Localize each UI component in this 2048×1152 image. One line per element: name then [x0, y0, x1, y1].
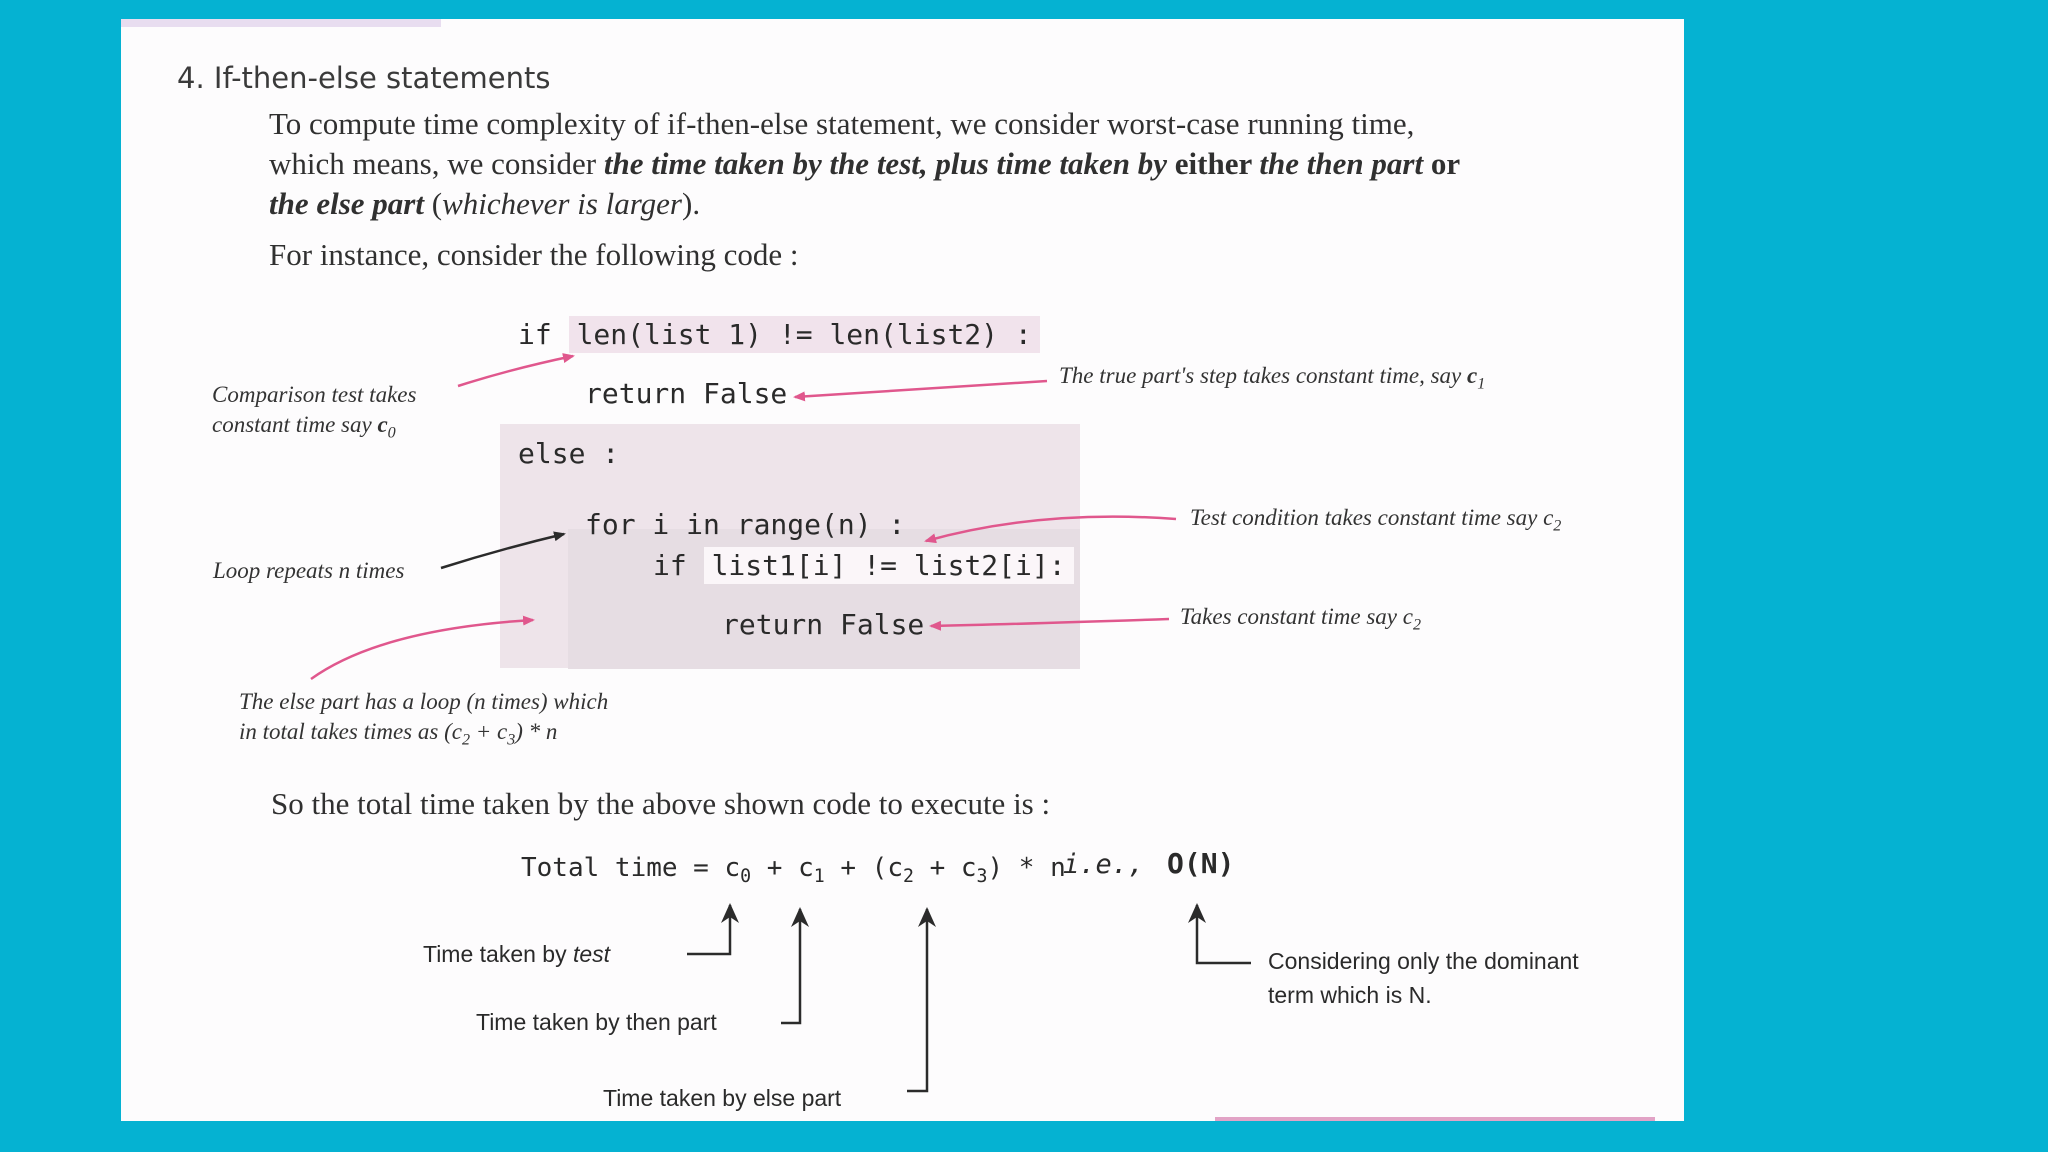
annotation-text: constant time say [212, 412, 378, 437]
label-dominant-line2: term which is N. [1268, 982, 1432, 1008]
subscript: 1 [1477, 375, 1486, 393]
subscript: 0 [740, 866, 752, 888]
plus: + [751, 853, 799, 883]
var-c: c [377, 412, 388, 437]
annotation-comparison-line1: Comparison test takes [212, 382, 417, 407]
paren-close: ). [682, 186, 701, 221]
arrow-dominant [1197, 905, 1251, 963]
emphasis-larger: whichever is larger [442, 186, 682, 221]
arrow-constant-time [931, 619, 1169, 626]
term-c0: c [724, 853, 741, 883]
arrow-test-condition [926, 517, 1176, 541]
label-time-then: Time taken by then part [476, 1009, 717, 1035]
emphasis-else: the else part [269, 186, 424, 221]
arrows-layer [121, 19, 1684, 1121]
code-return-false-1: return False [585, 377, 788, 410]
subscript: 3 [976, 866, 988, 888]
arrow-comparison [458, 356, 573, 386]
label-dominant-line1: Considering only the dominant [1268, 948, 1579, 974]
section-heading: 4. If-then-else statements [177, 61, 551, 95]
annotation-text: Takes constant time say c [1180, 604, 1413, 629]
code-return-false-2: return False [722, 608, 925, 641]
annotation-text: in total takes times as (c [239, 719, 462, 744]
annotation-text: ) * n [515, 719, 558, 744]
annotation-text: Test condition takes constant time say c [1190, 505, 1554, 530]
subscript: 0 [387, 424, 396, 442]
if-keyword: if [518, 318, 552, 351]
label-text: Time taken by [423, 941, 573, 967]
paren-open: ( [424, 186, 443, 221]
annotation-loop: Loop repeats n times [213, 558, 405, 583]
emphasis-either: either [1167, 146, 1260, 181]
subscript: 2 [461, 731, 470, 749]
label-test-word: test [572, 941, 611, 967]
bottom-rule [1215, 1117, 1655, 1121]
arrow-else-part [311, 620, 533, 679]
arrow-test [687, 905, 730, 954]
label-time-else: Time taken by else part [603, 1085, 842, 1111]
subscript: 1 [813, 866, 825, 888]
ie-label: i.e., [1063, 849, 1145, 880]
textbook-page [121, 19, 1684, 1121]
inner-if-keyword: if [653, 549, 687, 582]
paragraph-line-1: To compute time complexity of if-then-else statement, we consider worst-case running time, [269, 106, 1415, 141]
term-c1: c [798, 853, 814, 883]
code-for-line: for i in range(n) : [585, 508, 906, 541]
instance-text: For instance, consider the following code : [269, 237, 799, 272]
arrow-else [907, 909, 927, 1091]
subscript: 2 [902, 866, 914, 888]
arrow-loop [441, 534, 564, 568]
inner-if-condition: list1[i] != list2[i]: [704, 547, 1074, 584]
code-else-line: else : [518, 437, 620, 470]
term-c2: c [887, 853, 903, 883]
annotation-text: + c [469, 719, 508, 744]
formula-tail: ) * n [987, 853, 1066, 883]
arrow-true-part [795, 381, 1047, 397]
var-c: c [1467, 363, 1478, 388]
plus: + ( [824, 853, 888, 883]
emphasis-then: the then part [1259, 146, 1424, 181]
formula-lhs: Total time = [521, 853, 725, 883]
emphasis-test: the time taken by the test, plus time taken by [603, 146, 1168, 181]
annotation-else-line1: The else part has a loop (n times) which [239, 689, 609, 714]
emphasis-or: or [1423, 146, 1461, 181]
subscript: 3 [507, 731, 516, 749]
total-time-text: So the total time taken by the above shown code to execute is : [271, 786, 1051, 821]
subscript: 2 [1412, 616, 1422, 634]
big-o-result: O(N) [1167, 847, 1235, 880]
subscript: 2 [1553, 517, 1562, 535]
annotation-text: The true part's step takes constant time, say [1059, 363, 1468, 388]
paragraph-text: which means, we consider [269, 146, 604, 181]
if-condition: len(list 1) != len(list2) : [569, 316, 1040, 353]
plus: + [913, 853, 961, 883]
arrow-then [781, 909, 800, 1023]
term-c3: c [960, 853, 977, 883]
